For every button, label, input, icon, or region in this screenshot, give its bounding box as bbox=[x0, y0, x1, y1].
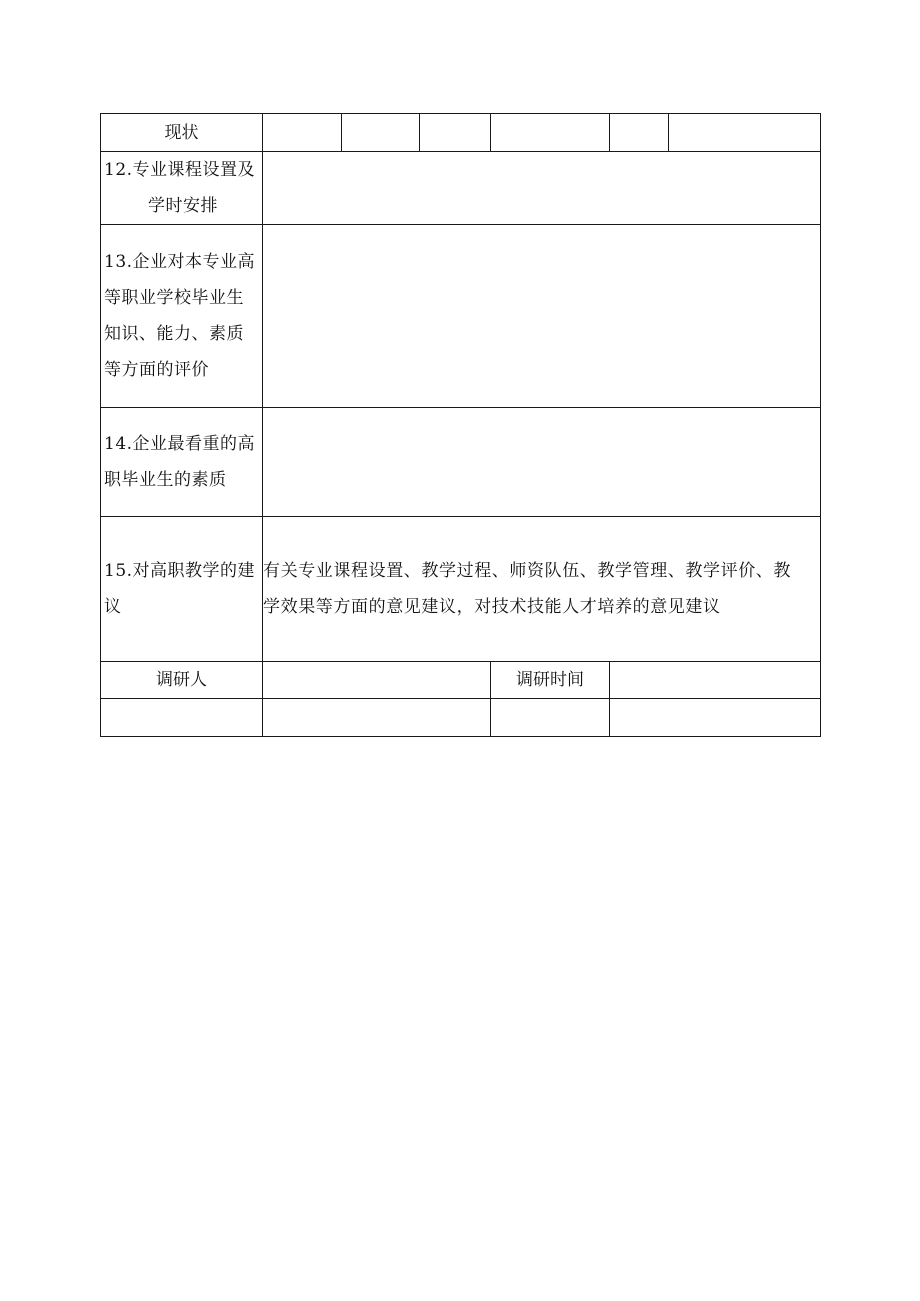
blank-cell-1[interactable] bbox=[101, 699, 263, 737]
status-label: 现状 bbox=[101, 114, 263, 152]
q13-answer-cell[interactable] bbox=[263, 225, 821, 408]
status-cell-3[interactable] bbox=[420, 114, 491, 152]
researcher-value-cell[interactable] bbox=[263, 662, 491, 699]
blank-cell-2[interactable] bbox=[263, 699, 491, 737]
blank-cell-3[interactable] bbox=[491, 699, 610, 737]
researcher-label: 调研人 bbox=[101, 662, 263, 699]
q15-row bbox=[101, 517, 821, 662]
q12-row bbox=[101, 152, 821, 225]
q15-label-line-1: 15.对高职教学的建 bbox=[104, 561, 256, 581]
q14-label-line-1: 14.企业最看重的高 bbox=[104, 434, 256, 454]
q15-prompt-line-2: 学效果等方面的意见建议，对技术技能人才培养的意见建议 bbox=[263, 597, 721, 617]
q13-label-line-4: 等方面的评价 bbox=[104, 360, 209, 380]
q12-answer-cell[interactable] bbox=[263, 152, 821, 225]
q13-row bbox=[101, 225, 821, 408]
q13-label-line-3: 知识、能力、素质 bbox=[104, 324, 244, 344]
status-row bbox=[101, 114, 821, 152]
q13-label bbox=[101, 225, 263, 408]
q15-prompt-line-1: 有关专业课程设置、教学过程、师资队伍、教学管理、教学评价、教 bbox=[263, 561, 791, 581]
q15-label bbox=[101, 517, 263, 662]
research-time-label: 调研时间 bbox=[491, 662, 610, 699]
status-cell-2[interactable] bbox=[342, 114, 420, 152]
q15-answer-cell[interactable] bbox=[263, 517, 821, 662]
q12-label-line-1: 12.专业课程设置及 bbox=[104, 160, 256, 180]
q13-label-line-1: 13.企业对本专业高 bbox=[104, 252, 256, 272]
q14-row bbox=[101, 408, 821, 517]
q15-label-line-2: 议 bbox=[104, 597, 122, 617]
status-cell-4[interactable] bbox=[491, 114, 610, 152]
q14-answer-cell[interactable] bbox=[263, 408, 821, 517]
blank-footer-row bbox=[101, 699, 821, 737]
q12-label-line-2: 学时安排 bbox=[148, 196, 218, 216]
survey-form-table bbox=[100, 113, 821, 737]
research-time-value-cell[interactable] bbox=[610, 662, 821, 699]
q14-label bbox=[101, 408, 263, 517]
q12-label bbox=[101, 152, 263, 225]
blank-cell-4[interactable] bbox=[610, 699, 821, 737]
status-cell-5[interactable] bbox=[610, 114, 669, 152]
status-cell-6[interactable] bbox=[669, 114, 821, 152]
status-cell-1[interactable] bbox=[263, 114, 342, 152]
q14-label-line-2: 职毕业生的素质 bbox=[104, 470, 227, 490]
q13-label-line-2: 等职业学校毕业生 bbox=[104, 288, 244, 308]
researcher-row bbox=[101, 662, 821, 699]
